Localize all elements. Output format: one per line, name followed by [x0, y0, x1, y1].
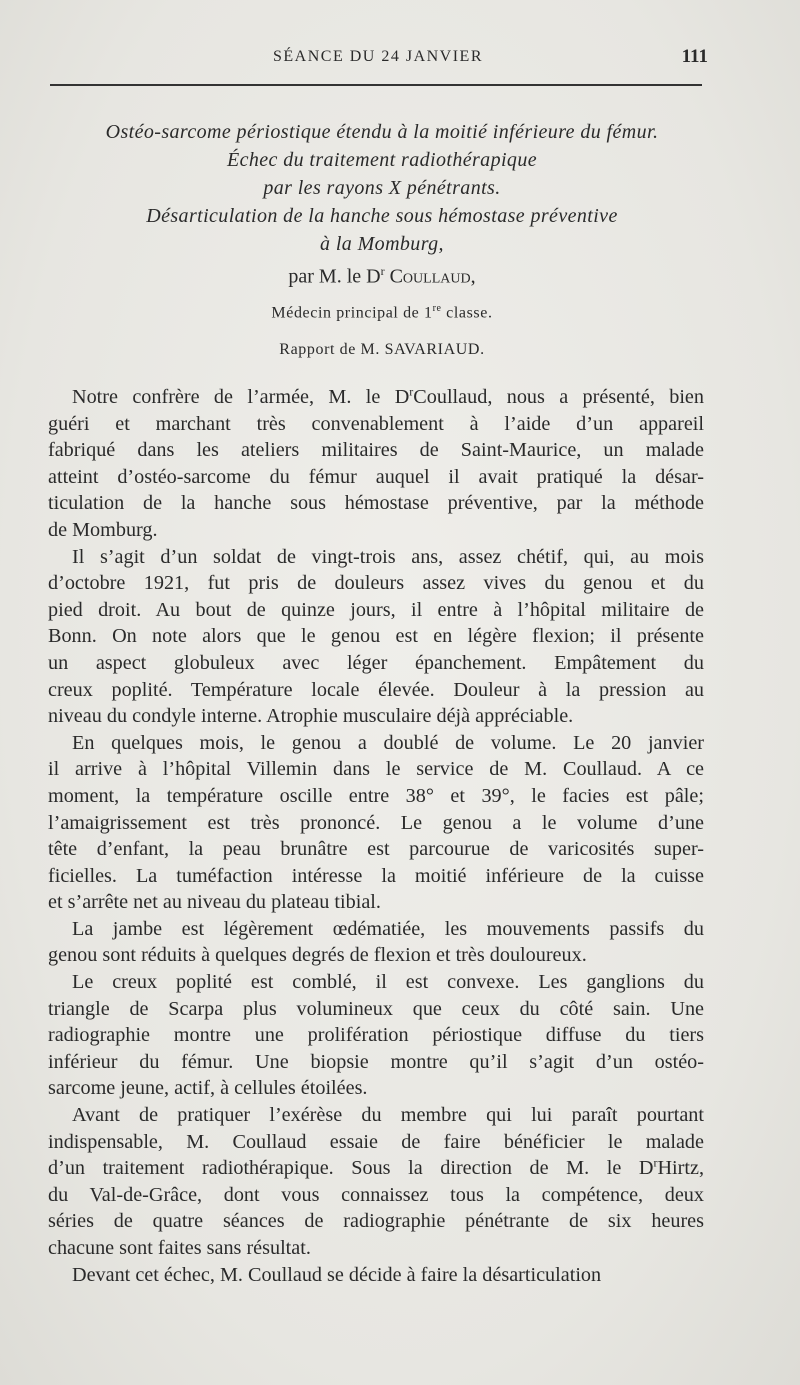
text-segment: fabriqué dans les ateliers militaires de Saint-Maurice, un malade	[48, 439, 704, 462]
title-line: à la Momburg,	[320, 233, 444, 255]
text-segment: et s’arrête net au niveau du plateau tibial.	[48, 891, 381, 914]
text-segment: indispensable, M. Coullaud essaie de faire bénéficier le malade	[48, 1130, 704, 1153]
text-segment: guéri et marchant très convenablement à l’aide d’un appareil	[48, 412, 704, 435]
text-line	[48, 756, 704, 783]
text-segment: Devant cet échec, M. Coullaud se décide à faire la désarticulation	[72, 1263, 602, 1286]
text-segment: il arrive à l’hôpital Villemin dans le service de M. Coullaud. A ce	[48, 758, 704, 781]
text-line	[48, 1075, 704, 1102]
title-line: Désarticulation de la hanche sous hémostase préventive	[146, 205, 618, 227]
text-segment: genou sont réduits à quelques degrés de flexion et très douloureux.	[48, 944, 587, 967]
text-line	[48, 1235, 704, 1262]
text-line	[48, 1262, 704, 1289]
text-line	[48, 623, 704, 650]
text-segment: En quelques mois, le genou a doublé de volume. Le 20 janvier	[72, 731, 704, 754]
text-segment: du Val-de-Grâce, dont vous connaissez tous la compétence, deux	[48, 1183, 704, 1206]
text-segment: triangle de Scarpa plus volumineux que ceux du côté sain. Une	[48, 997, 704, 1020]
text-segment: Hirtz,	[657, 1157, 704, 1180]
text-line	[48, 490, 704, 517]
text-segment: moment, la température oscille entre 38° et 39°, le facies est pâle;	[48, 784, 704, 807]
text-line	[48, 411, 704, 438]
text-line	[48, 464, 704, 491]
author-prefix: par M. le D	[288, 265, 381, 288]
author-rank	[44, 303, 720, 322]
text-line	[48, 650, 704, 677]
text-segment: Bonn. On note alors que le genou est en légère flexion; il présente	[48, 625, 704, 648]
page-number: 111	[681, 46, 708, 67]
text-line	[48, 1102, 704, 1129]
text-line	[48, 703, 704, 730]
text-segment: sarcome jeune, actif, à cellules étoilées.	[48, 1077, 368, 1100]
text-segment: de Momburg.	[48, 518, 158, 541]
text-segment: Coullaud, nous a présenté, bien	[413, 386, 704, 408]
text-segment: atteint d’ostéo-sarcome du fémur auquel il avait pratiqué la désar-	[48, 465, 704, 488]
text-line	[48, 1208, 704, 1235]
running-title: SÉANCE DU 24 JANVIER	[273, 48, 483, 65]
report-line: Rapport de M. SAVARIAUD.	[279, 341, 485, 358]
author-line	[44, 264, 720, 289]
text-line	[48, 810, 704, 837]
text-line	[48, 969, 704, 996]
text-segment: niveau du condyle interne. Atrophie musculaire déjà appréciable.	[48, 705, 574, 728]
text-line	[48, 996, 704, 1023]
text-line	[48, 1182, 704, 1209]
text-line	[48, 942, 704, 969]
text-line	[48, 544, 704, 571]
text-segment: Le creux poplité est comblé, il est convexe. Les ganglions du	[72, 971, 704, 994]
text-line	[48, 517, 704, 544]
text-segment: Il s’agit d’un soldat de vingt-trois ans, assez chétif, qui, au mois	[72, 545, 704, 568]
body-text	[48, 384, 704, 1288]
text-segment: d’un traitement radiothérapique. Sous la direction de M. le D	[48, 1157, 654, 1180]
text-segment: chacune sont faites sans résultat.	[48, 1237, 311, 1259]
rank-sup: re	[432, 303, 442, 314]
running-header	[48, 48, 708, 72]
header-rule	[50, 84, 702, 86]
text-segment: inférieur du fémur. Une biopsie montre qu’il s’agit d’un ostéo-	[48, 1050, 704, 1073]
text-segment: pied droit. Au bout de quinze jours, il entre à l’hôpital militaire de	[48, 598, 704, 621]
text-line	[48, 836, 704, 863]
text-line	[48, 677, 704, 704]
text-line	[48, 384, 704, 411]
text-line	[48, 1022, 704, 1049]
title-line: par les rayons X pénétrants.	[263, 177, 501, 199]
text-line	[48, 1049, 704, 1076]
text-line	[48, 863, 704, 890]
rank-suffix: classe.	[441, 304, 493, 322]
text-segment: ficielles. La tuméfaction intéresse la moitié inférieure de la cuisse	[48, 864, 704, 887]
rank-prefix: Médecin principal de 1	[271, 304, 433, 322]
superscript: r	[653, 1155, 658, 1170]
text-segment: Notre confrère de l’armée, M. le D	[72, 386, 410, 408]
text-segment: Avant de pratiquer l’exérèse du membre qui lui paraît pourtant	[72, 1104, 704, 1127]
text-line	[48, 730, 704, 757]
article-title	[44, 118, 720, 258]
text-segment: radiographie montre une prolifération périostique diffuse du tiers	[48, 1024, 704, 1047]
text-line	[48, 1129, 704, 1156]
text-segment: ticulation de la hanche sous hémostase préventive, par la méthode	[48, 492, 704, 515]
text-line	[48, 889, 704, 916]
text-segment: séries de quatre séances de radiographie pénétrante de six heures	[48, 1210, 704, 1233]
text-segment: creux poplité. Température locale élevée. Douleur à la pression au	[48, 678, 704, 701]
text-line	[48, 1155, 704, 1182]
text-line	[48, 437, 704, 464]
author-sup: r	[380, 264, 385, 278]
text-segment: d’octobre 1921, fut pris de douleurs assez vives du genou et du	[48, 572, 704, 595]
text-segment: La jambe est légèrement œdématiée, les mouvements passifs du	[72, 917, 704, 940]
text-line	[48, 597, 704, 624]
text-line	[48, 570, 704, 597]
text-segment: tête d’enfant, la peau brunâtre est parcourue de varicosités super-	[48, 838, 704, 861]
author-name: Coullaud,	[389, 265, 476, 288]
text-segment: un aspect globuleux avec léger épanchement. Empâtement du	[48, 651, 704, 674]
title-line: Échec du traitement radiothérapique	[226, 149, 538, 171]
superscript: r	[409, 384, 414, 399]
text-line	[48, 916, 704, 943]
text-segment: l’amaigrissement est très prononcé. Le genou a le volume d’une	[48, 811, 704, 834]
text-line	[48, 783, 704, 810]
title-line: Ostéo-sarcome périostique étendu à la moitié inférieure du fémur.	[105, 121, 659, 143]
